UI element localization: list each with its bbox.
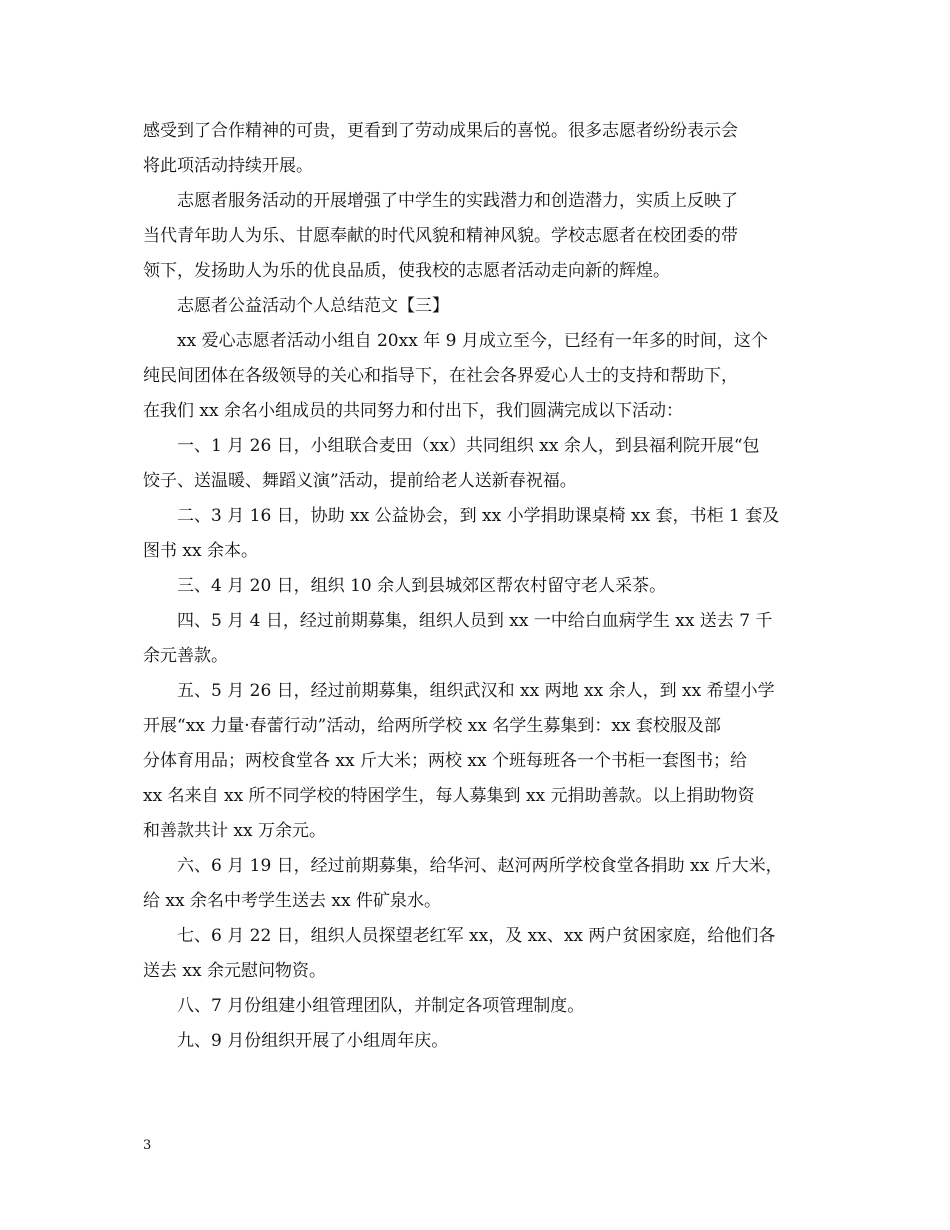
section-heading bbox=[143, 289, 815, 324]
text-line: 三、4 月 20 日，组织 10 余人到县城郊区帮农村留守老人采茶。 bbox=[177, 576, 667, 596]
text-line: 图书 xx 余本。 bbox=[143, 541, 258, 561]
page-number: 3 bbox=[143, 1138, 152, 1153]
text-line: 送去 xx 余元慰问物资。 bbox=[143, 961, 326, 981]
text-line: 四、5 月 4 日，经过前期募集，组织人员到 xx 一中给白血病学生 xx 送去 7 千 bbox=[177, 611, 773, 631]
paragraph-continued bbox=[143, 114, 815, 184]
paragraph bbox=[143, 184, 815, 289]
list-item bbox=[143, 989, 815, 1024]
text-line: 七、6 月 22 日，组织人员探望老红军 xx，及 xx、xx 两户贫困家庭，给他们各 bbox=[177, 926, 776, 946]
list-item bbox=[143, 499, 815, 569]
text-line: 九、9 月份组织开展了小组周年庆。 bbox=[177, 1031, 449, 1051]
list-item bbox=[143, 429, 815, 499]
text-line: 领下，发扬助人为乐的优良品质，使我校的志愿者活动走向新的辉煌。 bbox=[143, 261, 670, 281]
text-line: 感受到了合作精神的可贵，更看到了劳动成果后的喜悦。很多志愿者纷纷表示会 bbox=[143, 121, 738, 141]
text-line: 和善款共计 xx 万余元。 bbox=[143, 821, 326, 841]
list-item bbox=[143, 604, 815, 674]
text-line: 将此项活动持续开展。 bbox=[143, 156, 313, 176]
list-item bbox=[143, 1024, 815, 1059]
text-line: 二、3 月 16 日，协助 xx 公益协会，到 xx 小学捐助课桌椅 xx 套，书柜 1 套及 bbox=[177, 506, 780, 526]
text-line: 八、7 月份组建小组管理团队，并制定各项管理制度。 bbox=[177, 996, 585, 1016]
list-item bbox=[143, 674, 815, 849]
heading-text: 志愿者公益活动个人总结范文【三】 bbox=[177, 296, 449, 316]
text-line: xx 名来自 xx 所不同学校的特困学生，每人募集到 xx 元捐助善款。以上捐助物资 bbox=[143, 786, 755, 806]
text-line: 分体育用品；两校食堂各 xx 斤大米；两校 xx 个班每班各一个书柜一套图书；给 bbox=[143, 751, 747, 771]
paragraph bbox=[143, 324, 815, 429]
text-line: 给 xx 余名中考学生送去 xx 件矿泉水。 bbox=[143, 891, 441, 911]
text-line: 当代青年助人为乐、甘愿奉献的时代风貌和精神风貌。学校志愿者在校团委的带 bbox=[143, 226, 738, 246]
document-body bbox=[143, 114, 815, 1059]
list-item bbox=[143, 919, 815, 989]
text-line: xx 爱心志愿者活动小组自 20xx 年 9 月成立至今，已经有一年多的时间，这个 bbox=[177, 331, 768, 351]
text-line: 纯民间团体在各级领导的关心和指导下，在社会各界爱心人士的支持和帮助下， bbox=[143, 366, 738, 386]
text-line: 在我们 xx 余名小组成员的共同努力和付出下，我们圆满完成以下活动： bbox=[143, 401, 683, 421]
text-line: 五、5 月 26 日，经过前期募集，组织武汉和 xx 两地 xx 余人，到 xx 希望小学 bbox=[177, 681, 775, 701]
text-line: 六、6 月 19 日，经过前期募集，给华河、赵河两所学校食堂各捐助 xx 斤大米， bbox=[177, 856, 783, 876]
list-item bbox=[143, 849, 815, 919]
text-line: 开展“xx 力量·春蕾行动”活动，给两所学校 xx 名学生募集到：xx 套校服及部 bbox=[143, 716, 721, 736]
text-line: 一、1 月 26 日，小组联合麦田（xx）共同组织 xx 余人，到县福利院开展“包 bbox=[177, 436, 760, 456]
text-line: 饺子、送温暖、舞蹈义演”活动，提前给老人送新春祝福。 bbox=[143, 471, 577, 491]
text-line: 志愿者服务活动的开展增强了中学生的实践潜力和创造潜力，实质上反映了 bbox=[177, 191, 738, 211]
list-item bbox=[143, 569, 815, 604]
text-line: 余元善款。 bbox=[143, 646, 228, 666]
